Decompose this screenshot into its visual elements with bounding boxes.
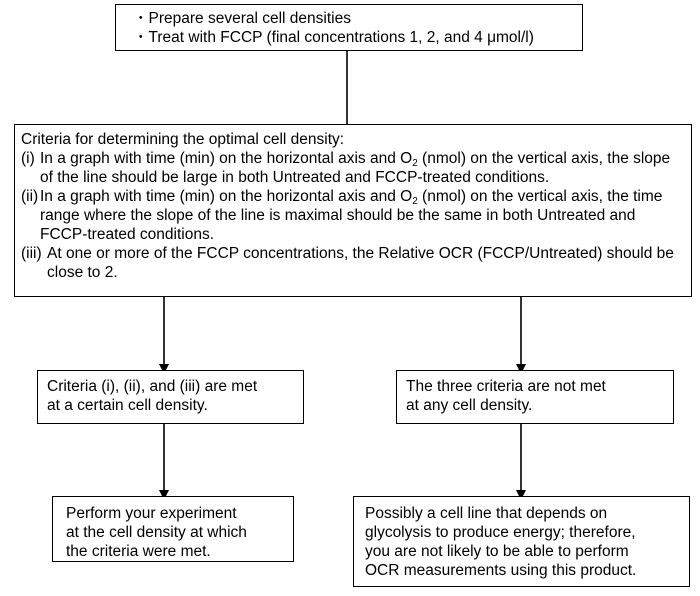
criterion-ii-text: In a graph with time (min) on the horizontal axis and $O_2$ (nmol) on the vertical axis, the time range where the slope of the line is maximal should be the same in both Untreated and FCCP-treated conditions. (40, 188, 663, 243)
preparation-line-1: ・Prepare several cell densities (133, 10, 351, 27)
criterion-i-number: (i) (21, 150, 35, 167)
criteria-met-line-2: at a certain cell density. (47, 397, 208, 414)
criteria-met-line-1: Criteria (i), (ii), and (iii) are met (47, 378, 258, 395)
preparation-box (115, 4, 583, 51)
perform-experiment-line-3: the criteria were met. (66, 543, 211, 560)
perform-experiment-box (52, 496, 294, 562)
criterion-i (21, 149, 687, 187)
criterion-iii-number: (iii) (21, 245, 42, 262)
perform-experiment-line-2: at the cell density at which (66, 524, 247, 541)
criterion-i-text: In a graph with time (min) on the horizontal axis and $O_2$ (nmol) on the vertical axis, the slope of the line should be large in both Untreated and FCCP-treated conditions. (40, 150, 671, 186)
criteria-box (14, 124, 692, 297)
glycolysis-warning-line-4: OCR measurements using this product. (365, 562, 637, 579)
criterion-ii (21, 187, 687, 244)
criteria-title: Criteria for determining the optimal cell density: (21, 131, 345, 148)
glycolysis-warning-line-1: Possibly a cell line that depends on (365, 505, 608, 522)
glycolysis-warning-line-3: you are not likely to be able to perform (365, 543, 629, 560)
criteria-not-met-line-2: at any cell density. (406, 397, 533, 414)
glycolysis-warning-line-2: glycolysis to produce energy; therefore, (365, 524, 636, 541)
preparation-line-2: ・Treat with FCCP (final concentrations 1, 2, and 4 μmol/l) (133, 29, 534, 46)
criteria-not-met-line-1: The three criteria are not met (406, 378, 606, 395)
criterion-ii-number: (ii) (21, 188, 39, 205)
criteria-not-met-box (396, 370, 674, 424)
glycolysis-warning-box (353, 496, 690, 587)
criterion-iii-text: At one or more of the FCCP concentrations, the Relative OCR (FCCP/Untreated) should be close to 2. (47, 245, 674, 281)
criterion-iii (21, 244, 687, 282)
perform-experiment-line-1: Perform your experiment (66, 505, 237, 522)
criteria-met-box (37, 370, 304, 424)
